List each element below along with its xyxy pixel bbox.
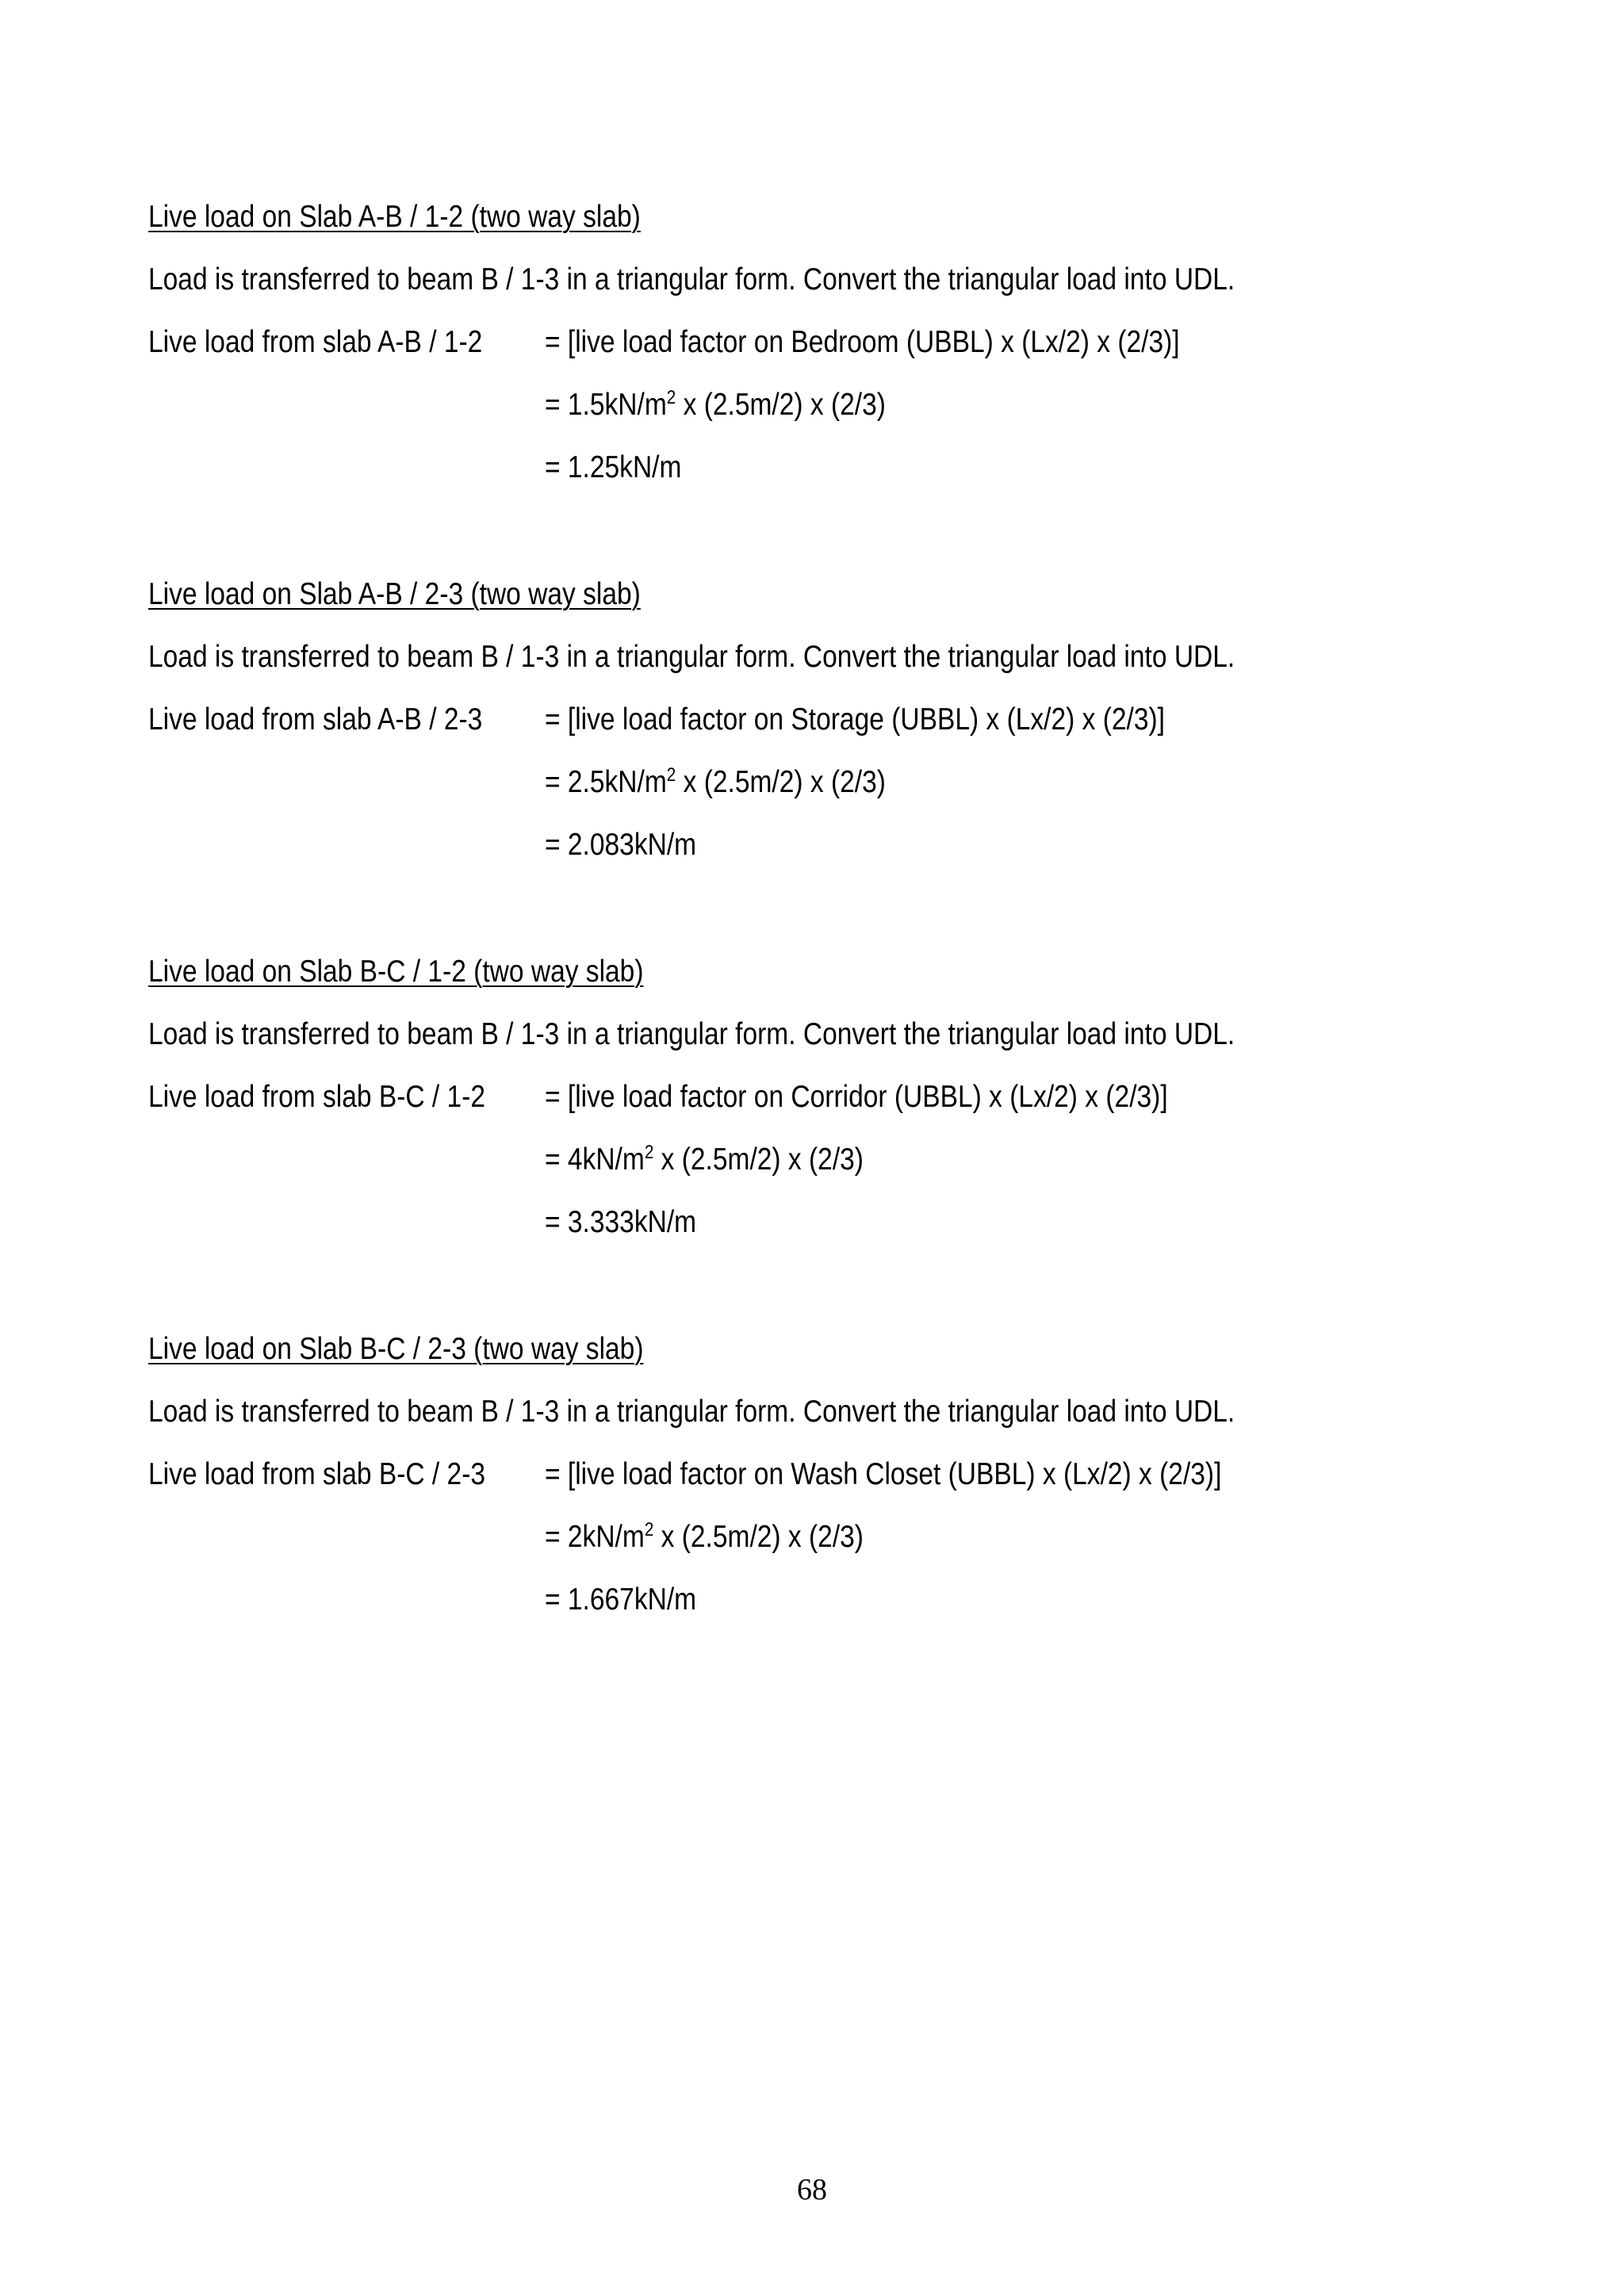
- calculation-substitution: [545, 1141, 864, 1179]
- substitution-suffix: x (2.5m/2) x (2/3): [653, 1520, 864, 1554]
- calculation-formula: = [live load factor on Bedroom (UBBL) x (Lx/2) x (2/3)]: [545, 325, 1180, 359]
- substitution-prefix: = 4kN/m: [545, 1142, 645, 1177]
- calculation-substitution: [545, 386, 886, 424]
- calculation-label: Live load from slab A-B / 1-2: [148, 325, 483, 359]
- calculation-result: = 2.083kN/m: [545, 828, 697, 862]
- section-intro: Load is transferred to beam B / 1-3 in a triangular form. Convert the triangular load into UDL.: [148, 1017, 1235, 1051]
- section-heading: Live load on Slab B-C / 2-3 (two way slab): [148, 1332, 644, 1366]
- section-heading: Live load on Slab A-B / 2-3 (two way slab): [148, 577, 641, 611]
- calculation-result: = 3.333kN/m: [545, 1205, 697, 1239]
- calculation-label: Live load from slab A-B / 2-3: [148, 702, 483, 737]
- calculation-result: = 1.25kN/m: [545, 450, 682, 484]
- calculation-substitution: [545, 763, 886, 802]
- section-intro: Load is transferred to beam B / 1-3 in a triangular form. Convert the triangular load into UDL.: [148, 262, 1235, 297]
- substitution-suffix: x (2.5m/2) x (2/3): [676, 765, 886, 799]
- superscript: 2: [666, 387, 676, 408]
- calculation-result: = 1.667kN/m: [545, 1582, 697, 1617]
- section-intro: Load is transferred to beam B / 1-3 in a triangular form. Convert the triangular load into UDL.: [148, 1395, 1235, 1429]
- section-heading: Live load on Slab B-C / 1-2 (two way slab): [148, 955, 644, 989]
- section-heading: Live load on Slab A-B / 1-2 (two way slab): [148, 200, 641, 234]
- calculation-formula: = [live load factor on Wash Closet (UBBL) x (Lx/2) x (2/3)]: [545, 1457, 1222, 1491]
- calculation-label: Live load from slab B-C / 2-3: [148, 1457, 486, 1491]
- superscript: 2: [644, 1519, 654, 1540]
- superscript: 2: [666, 764, 676, 786]
- page-number: 68: [797, 2173, 827, 2206]
- substitution-suffix: x (2.5m/2) x (2/3): [676, 388, 886, 422]
- calculation-label: Live load from slab B-C / 1-2: [148, 1080, 486, 1114]
- calculation-formula: = [live load factor on Corridor (UBBL) x (Lx/2) x (2/3)]: [545, 1080, 1168, 1114]
- section-intro: Load is transferred to beam B / 1-3 in a triangular form. Convert the triangular load into UDL.: [148, 640, 1235, 674]
- substitution-suffix: x (2.5m/2) x (2/3): [653, 1142, 864, 1177]
- substitution-prefix: = 1.5kN/m: [545, 388, 667, 422]
- calculation-substitution: [545, 1518, 864, 1556]
- substitution-prefix: = 2kN/m: [545, 1520, 645, 1554]
- substitution-prefix: = 2.5kN/m: [545, 765, 667, 799]
- calculation-formula: = [live load factor on Storage (UBBL) x (Lx/2) x (2/3)]: [545, 702, 1166, 737]
- superscript: 2: [644, 1142, 654, 1163]
